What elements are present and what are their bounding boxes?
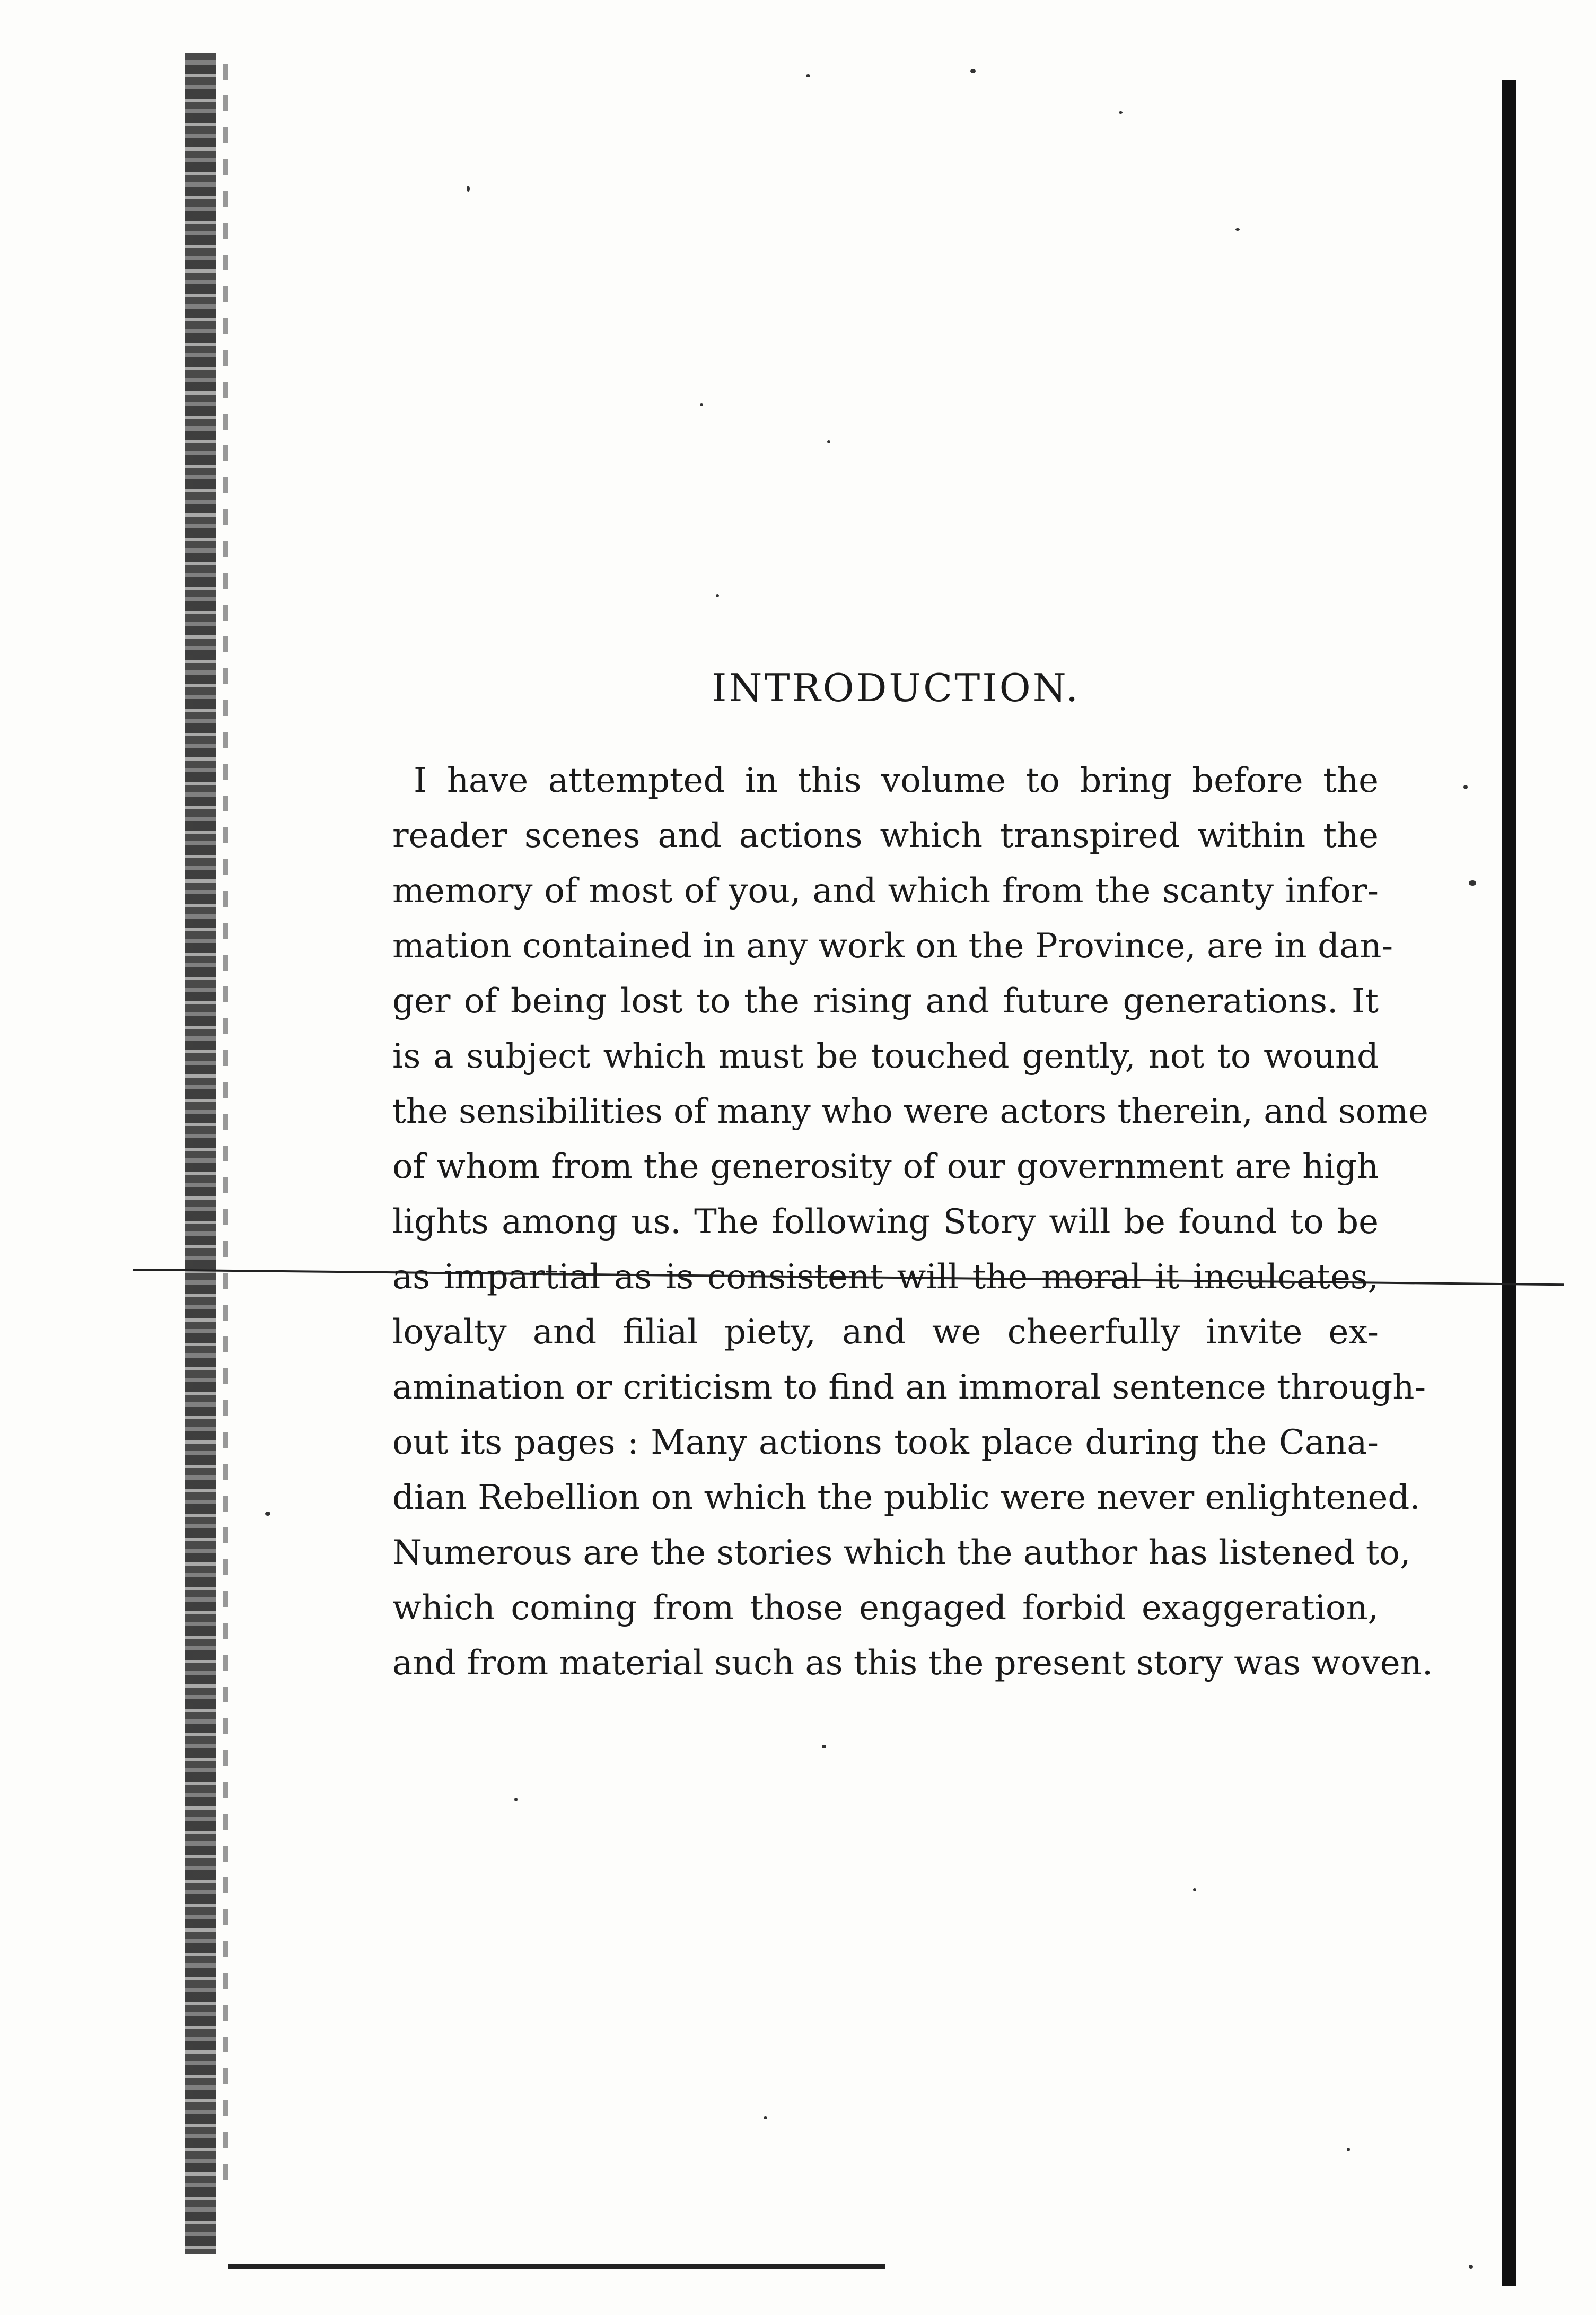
introduction-paragraph <box>392 753 1433 1691</box>
text-line: of whom from the generosity of our government are high <box>392 1147 1379 1186</box>
speck <box>467 186 470 192</box>
text-line: which coming from those engaged forbid exaggeration, <box>392 1588 1379 1628</box>
text-line: as impartial as is consistent will the moral it inculcates, <box>392 1257 1379 1297</box>
text-line: the sensibilities of many who were actors therein, and some <box>392 1092 1428 1131</box>
binding-edge-left <box>185 53 216 2254</box>
text-line: and from material such as this the present story was woven. <box>392 1644 1433 1683</box>
text-line: amination or criticism to find an immoral sentence through- <box>392 1368 1426 1407</box>
text-line: out its pages : Many actions took place during the Cana- <box>392 1423 1379 1462</box>
text-line: reader scenes and actions which transpired within the <box>392 816 1379 855</box>
text-line: lights among us. The following Story will be found to be <box>392 1202 1379 1242</box>
speck <box>1119 111 1123 114</box>
text-line: dian Rebellion on which the public were never enlightened. <box>392 1478 1420 1517</box>
text-line: mation contained in any work on the Province, are in dan- <box>392 927 1393 966</box>
text-line: ger of being lost to the rising and future generations. It <box>392 982 1379 1021</box>
speck <box>1469 2265 1473 2269</box>
speck <box>514 1798 518 1801</box>
speck <box>716 594 719 597</box>
speck <box>970 69 976 73</box>
speck <box>806 74 810 77</box>
speck <box>265 1512 270 1516</box>
binding-shadow <box>223 64 228 2185</box>
text-line: loyalty and filial piety, and we cheerfully invite ex- <box>392 1313 1379 1352</box>
speck <box>700 403 703 406</box>
page-border-right <box>1502 80 1516 2286</box>
text-line: I have attempted in this volume to bring before the <box>414 761 1379 800</box>
speck <box>1469 880 1476 886</box>
speck <box>822 1745 826 1748</box>
speck <box>1235 228 1240 231</box>
text-line: Numerous are the stories which the author has listened to, <box>392 1533 1411 1573</box>
text-line: memory of most of you, and which from the scanty infor- <box>392 871 1379 911</box>
speck <box>1193 1888 1196 1891</box>
page-border-bottom <box>228 2264 885 2269</box>
text-line: is a subject which must be touched gently, not to wound <box>392 1037 1379 1076</box>
speck <box>1347 2148 1350 2151</box>
speck <box>1463 785 1468 789</box>
page-heading: INTRODUCTION. <box>712 666 1080 710</box>
speck <box>827 440 830 443</box>
speck <box>764 2116 767 2119</box>
